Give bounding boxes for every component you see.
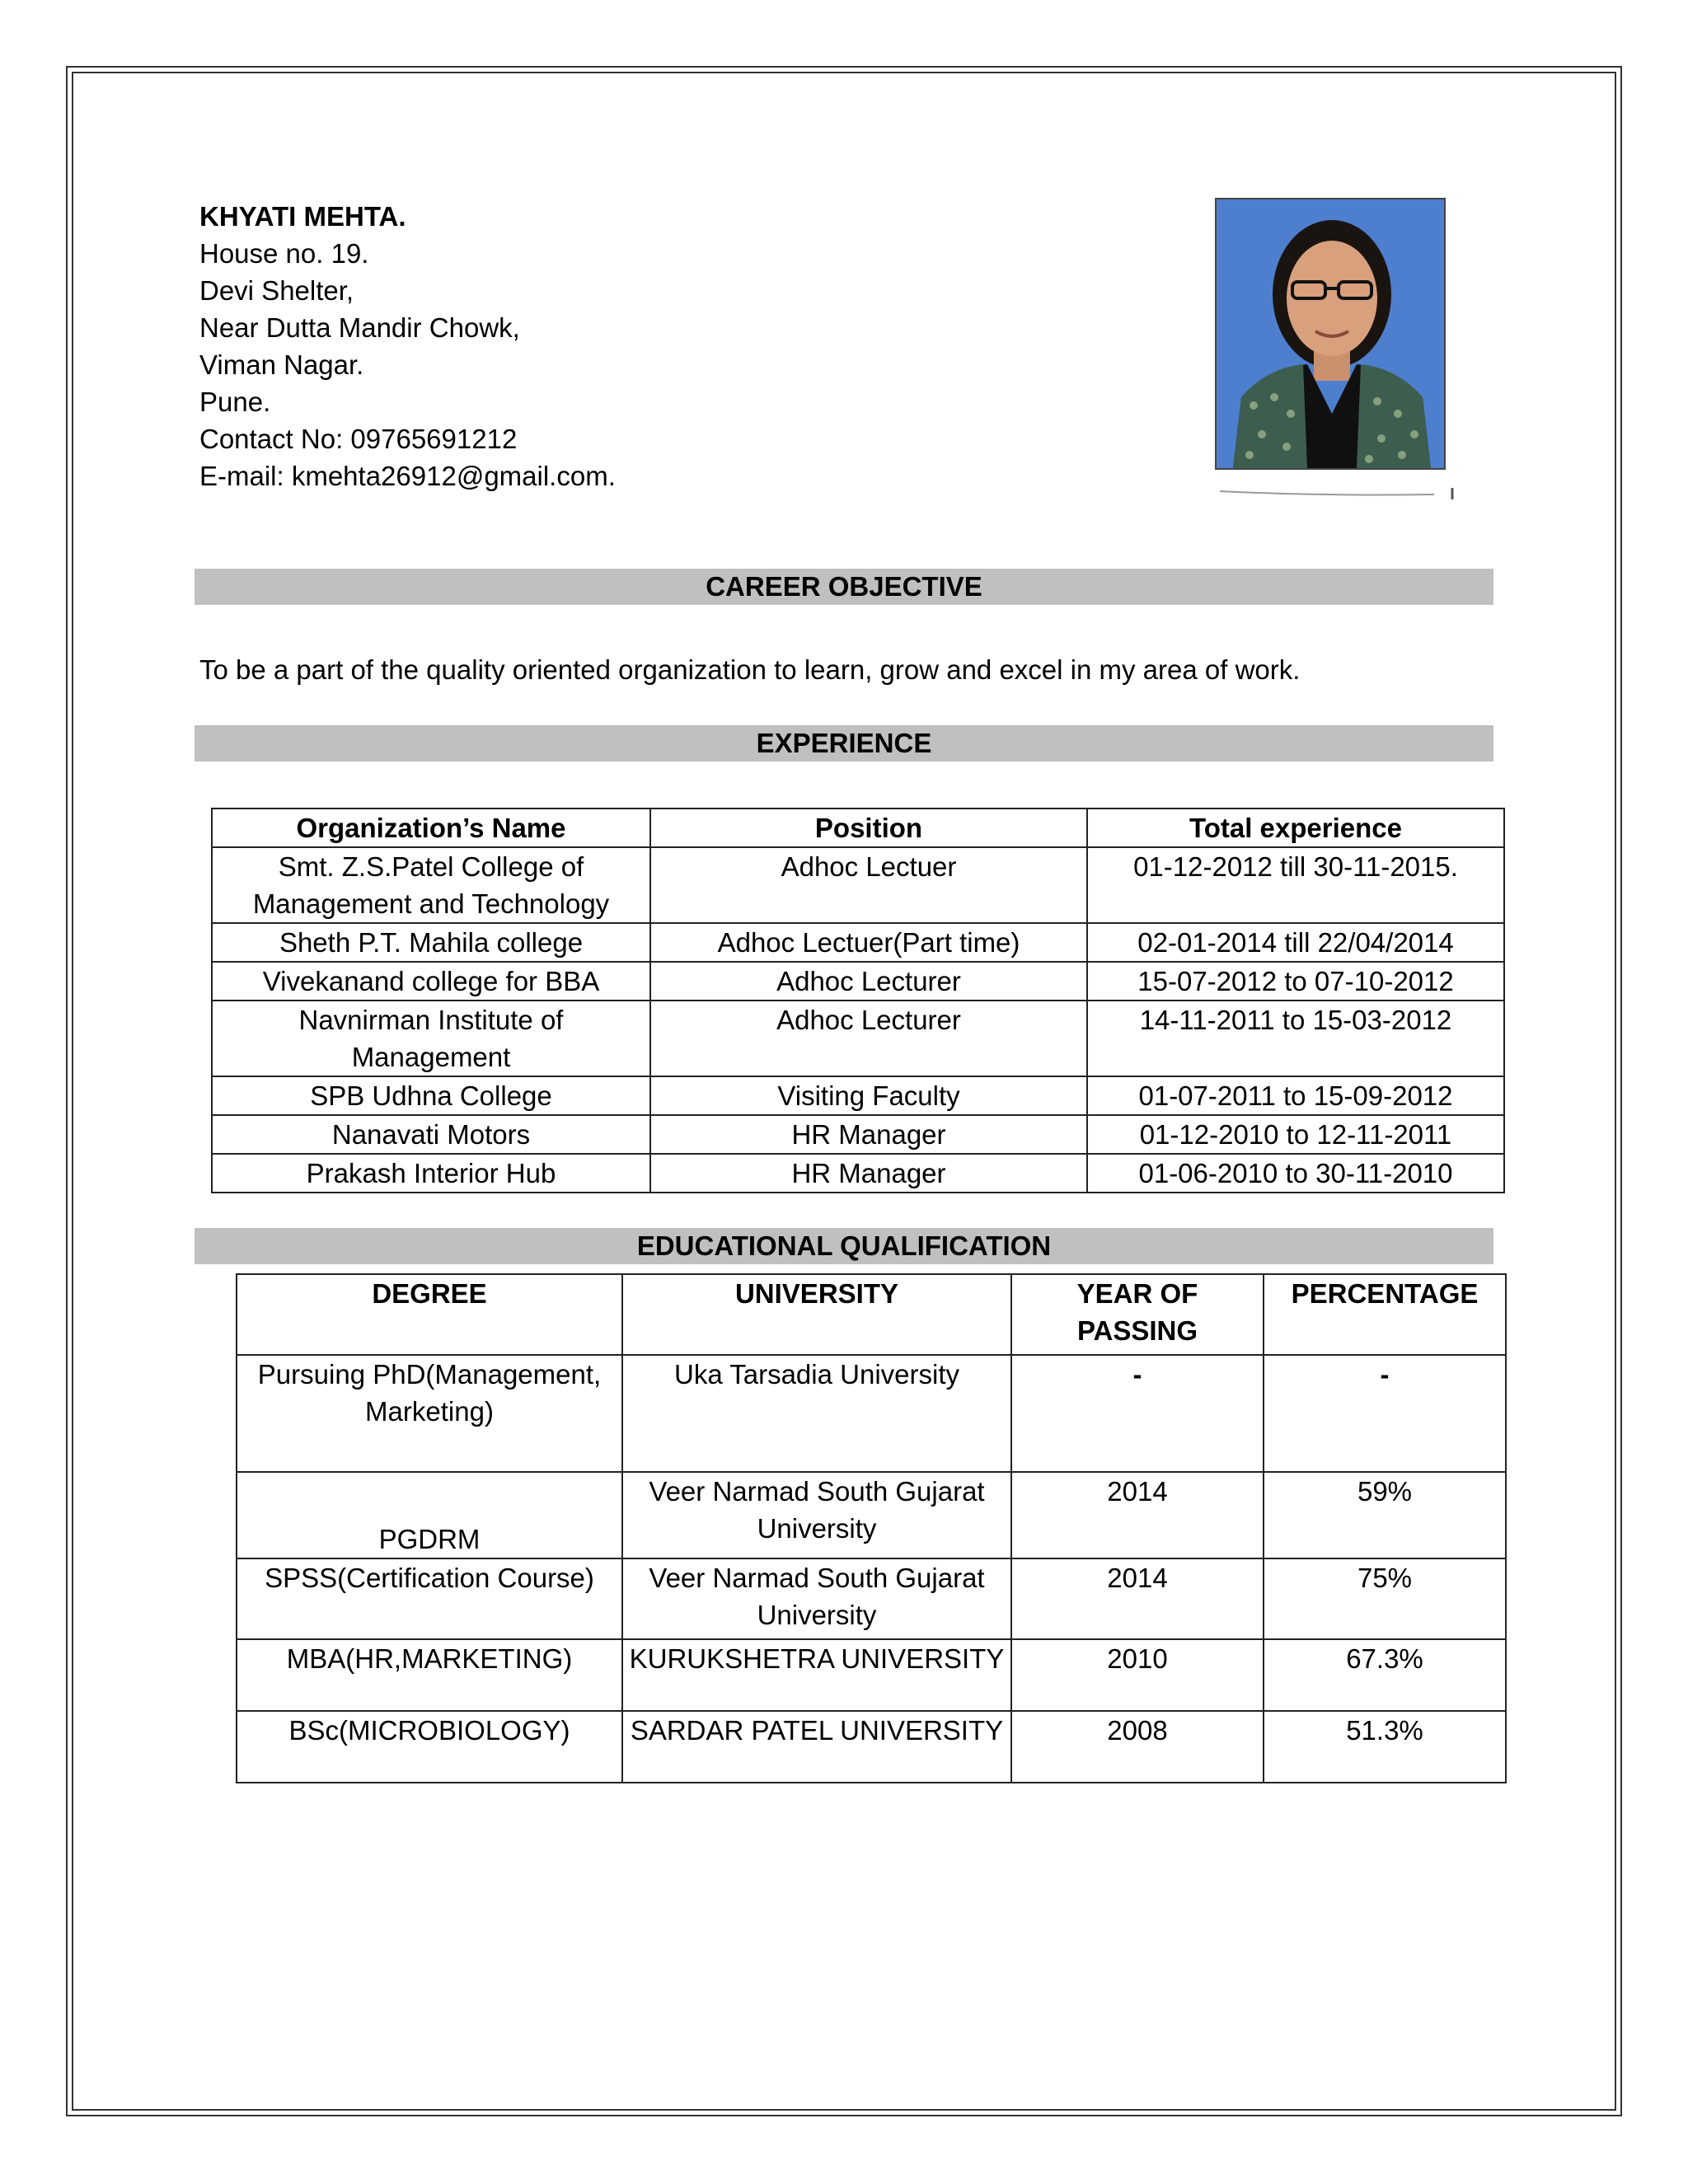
address-line: Viman Nagar. <box>199 349 364 380</box>
organization-cell: Sheth P.T. Mahila college <box>212 923 650 962</box>
position-cell: Adhoc Lecturer <box>650 962 1087 1001</box>
year-cell: 2008 <box>1011 1711 1264 1783</box>
address-line: Devi Shelter, <box>199 275 354 306</box>
degree-cell: Pursuing PhD(Management, Marketing) <box>237 1355 622 1472</box>
table-row <box>237 1639 1506 1711</box>
percentage-cell: 51.3% <box>1264 1711 1506 1783</box>
degree-cell: BSc(MICROBIOLOGY) <box>237 1711 622 1783</box>
table-row <box>212 1001 1504 1076</box>
table-row <box>212 962 1504 1001</box>
table-row <box>212 1076 1504 1115</box>
table-row <box>237 1355 1506 1472</box>
career-objective-heading: CAREER OBJECTIVE <box>195 569 1493 605</box>
percentage-cell: 67.3% <box>1264 1639 1506 1711</box>
table-row <box>212 847 1504 923</box>
table-row <box>237 1711 1506 1783</box>
university-cell: Veer Narmad South Gujarat University <box>622 1472 1011 1558</box>
contact-block <box>199 198 616 494</box>
education-table <box>236 1273 1507 1783</box>
education-heading: EDUCATIONAL QUALIFICATION <box>195 1228 1493 1264</box>
university-cell: SARDAR PATEL UNIVERSITY <box>622 1711 1011 1783</box>
contact-email: E-mail: kmehta26912@gmail.com. <box>199 461 616 491</box>
percentage-cell: 59% <box>1264 1472 1506 1558</box>
position-cell: HR Manager <box>650 1115 1087 1154</box>
organization-cell: Prakash Interior Hub <box>212 1154 650 1193</box>
column-header: UNIVERSITY <box>622 1274 1011 1355</box>
duration-cell: 01-07-2011 to 15-09-2012 <box>1087 1076 1504 1115</box>
year-cell: 2014 <box>1011 1472 1264 1558</box>
position-cell: Adhoc Lectuer(Part time) <box>650 923 1087 962</box>
table-row <box>212 1154 1504 1193</box>
organization-cell: Smt. Z.S.Patel College of Management and Technology <box>212 847 650 923</box>
degree-cell: MBA(HR,MARKETING) <box>237 1639 622 1711</box>
column-header: YEAR OF PASSING <box>1011 1274 1264 1355</box>
duration-cell: 14-11-2011 to 15-03-2012 <box>1087 1001 1504 1076</box>
university-cell: KURUKSHETRA UNIVERSITY <box>622 1639 1011 1711</box>
organization-cell: Navnirman Institute of Management <box>212 1001 650 1076</box>
table-row <box>237 1472 1506 1558</box>
column-header: PERCENTAGE <box>1264 1274 1506 1355</box>
year-cell: 2010 <box>1011 1639 1264 1711</box>
table-header-row <box>212 808 1504 847</box>
contact-phone: Contact No: 09765691212 <box>199 424 518 454</box>
duration-cell: 02-01-2014 till 22/04/2014 <box>1087 923 1504 962</box>
profile-photo <box>1215 198 1446 470</box>
table-row <box>212 923 1504 962</box>
duration-cell: 01-12-2010 to 12-11-2011 <box>1087 1115 1504 1154</box>
career-objective-text: To be a part of the quality oriented organization to learn, grow and excel in my area of work. <box>199 654 1301 685</box>
year-cell: 2014 <box>1011 1558 1264 1639</box>
candidate-name: KHYATI MEHTA. <box>199 201 406 232</box>
column-header: Organization’s Name <box>212 808 650 847</box>
percentage-cell: - <box>1264 1355 1506 1472</box>
column-header: Total experience <box>1087 808 1504 847</box>
address-line: House no. 19. <box>199 238 369 269</box>
duration-cell: 15-07-2012 to 07-10-2012 <box>1087 962 1504 1001</box>
position-cell: HR Manager <box>650 1154 1087 1193</box>
position-cell: Adhoc Lectuer <box>650 847 1087 923</box>
duration-cell: 01-12-2012 till 30-11-2015. <box>1087 847 1504 923</box>
degree-cell: SPSS(Certification Course) <box>237 1558 622 1639</box>
organization-cell: Nanavati Motors <box>212 1115 650 1154</box>
organization-cell: SPB Udhna College <box>212 1076 650 1115</box>
university-cell: Uka Tarsadia University <box>622 1355 1011 1472</box>
table-header-row <box>237 1274 1506 1355</box>
duration-cell: 01-06-2010 to 30-11-2010 <box>1087 1154 1504 1193</box>
organization-cell: Vivekanand college for BBA <box>212 962 650 1001</box>
photo-signature-mark <box>1203 488 1455 499</box>
column-header: DEGREE <box>237 1274 622 1355</box>
percentage-cell: 75% <box>1264 1558 1506 1639</box>
position-cell: Visiting Faculty <box>650 1076 1087 1115</box>
year-cell: - <box>1011 1355 1264 1472</box>
experience-table <box>211 808 1505 1193</box>
position-cell: Adhoc Lecturer <box>650 1001 1087 1076</box>
address-line: Pune. <box>199 387 271 417</box>
university-cell: Veer Narmad South Gujarat University <box>622 1558 1011 1639</box>
column-header: Position <box>650 808 1087 847</box>
table-row <box>237 1558 1506 1639</box>
degree-cell: PGDRM <box>237 1472 622 1558</box>
address-line: Near Dutta Mandir Chowk, <box>199 312 520 343</box>
profile-photo-illustration <box>1217 199 1444 468</box>
experience-heading: EXPERIENCE <box>195 725 1493 762</box>
table-row <box>212 1115 1504 1154</box>
